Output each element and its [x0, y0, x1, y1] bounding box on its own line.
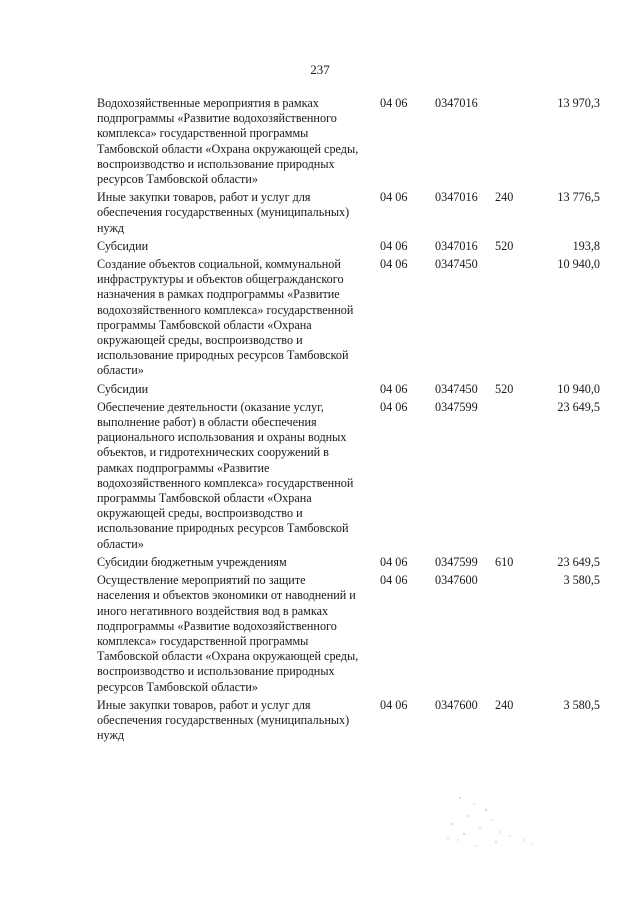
row-target-code: 0347600 [435, 697, 478, 712]
table-row [0, 96, 640, 187]
row-target-code: 0347016 [435, 96, 478, 110]
row-description: Иные закупки товаров, работ и услуг для обеспечения государственных (муниципальных) нужд [97, 697, 350, 743]
row-amount: 3 580,5 [563, 697, 600, 712]
row-amount: 193,8 [572, 238, 600, 253]
row-amount: 3 580,5 [563, 573, 600, 588]
table-row [0, 555, 640, 570]
table-row [0, 239, 640, 254]
page-number: 237 [310, 62, 330, 77]
table-row [0, 257, 640, 379]
table-row [0, 400, 640, 552]
table-row [0, 573, 640, 695]
row-target-code: 0347016 [435, 238, 478, 253]
scan-specks [440, 790, 550, 850]
row-target-code: 0347599 [435, 399, 478, 414]
row-description: Субсидии [97, 381, 149, 396]
row-expense-kind: 520 [495, 381, 514, 396]
budget-table [0, 96, 640, 746]
row-expense-kind: 240 [495, 190, 514, 205]
row-amount: 10 940,0 [557, 257, 600, 272]
row-amount: 10 940,0 [557, 381, 600, 396]
row-section: 04 06 [380, 573, 408, 588]
row-description: Субсидии бюджетным учреждениям [97, 554, 287, 569]
row-amount: 23 649,5 [557, 554, 600, 569]
row-section: 04 06 [380, 190, 408, 205]
row-target-code: 0347599 [435, 554, 478, 569]
row-section: 04 06 [380, 554, 408, 569]
row-expense-kind: 240 [495, 697, 514, 712]
row-description: Иные закупки товаров, работ и услуг для обеспечения государственных (муниципальных) нужд [97, 190, 350, 235]
row-description: Водохозяйственные мероприятия в рамках подпрограммы «Развитие водохозяйственного комплекса» государственной программы Тамбовской области «Охрана окружающей среды, воспроизводство и использование природных ресурсов Тамбовской области» [97, 96, 359, 187]
row-expense-kind: 520 [495, 238, 514, 253]
row-section: 04 06 [380, 238, 408, 253]
row-expense-kind: 610 [495, 554, 514, 569]
table-row [0, 382, 640, 397]
row-section: 04 06 [380, 96, 408, 110]
row-section: 04 06 [380, 381, 408, 396]
row-target-code: 0347016 [435, 190, 478, 205]
table-row [0, 698, 640, 744]
row-section: 04 06 [380, 399, 408, 414]
row-description: Создание объектов социальной, коммунальной инфраструктуры и объектов общегражданского назначения в рамках подпрограммы «Развитие водохозяйственного комплекса» государственной программы Тамбовской области «Охрана окружающей среды, воспроизводство и использование природных ресурсов Тамбовской области» [97, 257, 354, 378]
row-target-code: 0347450 [435, 257, 478, 272]
row-amount: 23 649,5 [557, 399, 600, 414]
row-amount: 13 970,3 [557, 96, 600, 110]
row-description: Осуществление мероприятий по защите населения и объектов экономики от наводнений и иного негативного воздействия вод в рамках подпрограммы «Развитие водохозяйственного комплекса» государственной программы Тамбовской области «Охрана окружающей среды, воспроизводство и использование природных ресурсов Тамбовской области» [97, 573, 359, 694]
row-description: Субсидии [97, 238, 149, 253]
row-target-code: 0347450 [435, 381, 478, 396]
row-description: Обеспечение деятельности (оказание услуг, выполнение работ) в области обеспечения рационального использования и охраны водных объектов, и гидротехнических сооружений в рамках подпрограммы «Развитие водохозяйственного комплекса» государственной программы Тамбовской области «Охрана окружающей среды, воспроизводство и использование природных ресурсов Тамбовской области» [97, 399, 354, 551]
row-section: 04 06 [380, 697, 408, 712]
row-target-code: 0347600 [435, 573, 478, 588]
table-row [0, 190, 640, 236]
row-section: 04 06 [380, 257, 408, 272]
row-amount: 13 776,5 [557, 190, 600, 205]
